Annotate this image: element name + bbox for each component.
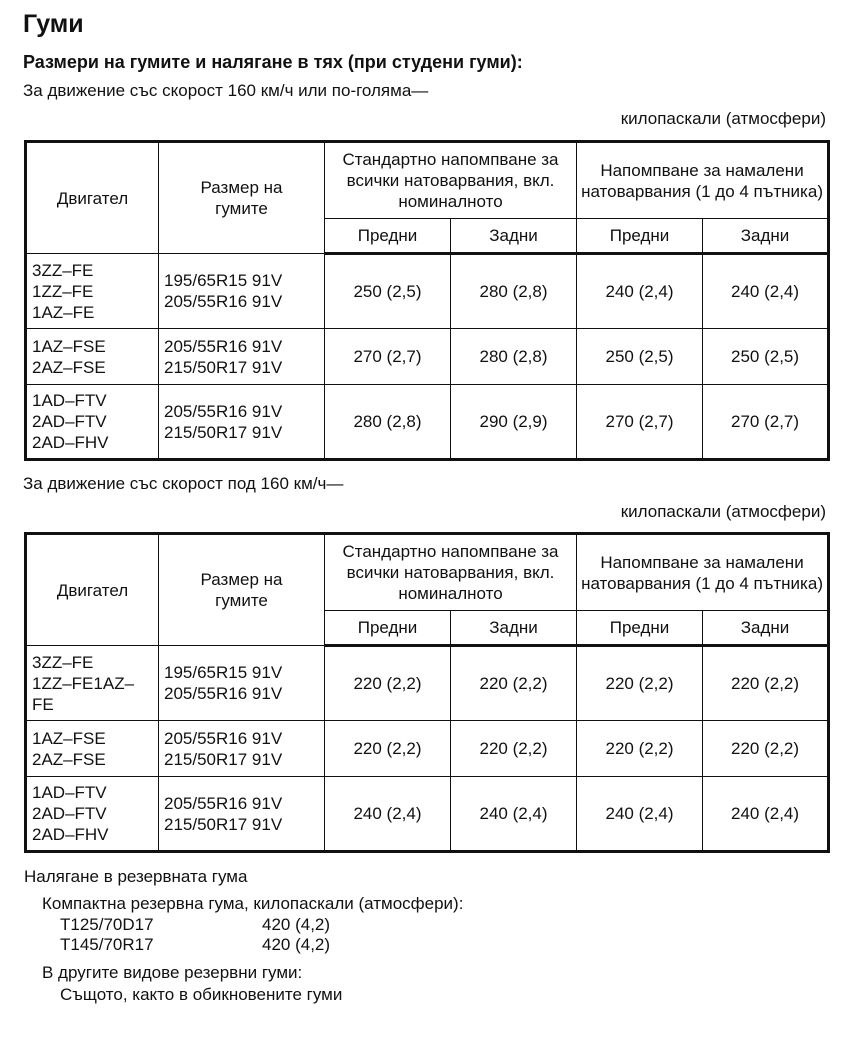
pressure-value: 280 (2,8) — [325, 385, 451, 460]
engine-name: 3ZZ–FE — [32, 652, 94, 672]
engine-name: 2AD–FHV — [32, 825, 109, 844]
header-rear: Задни — [703, 611, 829, 646]
engine-cell — [26, 254, 159, 329]
engine-name: 1ZZ–FE1AZ– — [32, 673, 135, 693]
table-row — [26, 329, 829, 385]
spare-item-value: 420 (4,2) — [262, 935, 331, 954]
table-row — [26, 254, 829, 329]
pressure-table-high-speed — [24, 140, 830, 461]
tire-size: 195/65R15 91V — [164, 663, 283, 682]
header-tire-size: Размер на гумите — [159, 142, 325, 254]
tire-size: 205/55R16 91V — [164, 401, 283, 421]
engine-cell — [26, 777, 159, 852]
spare-other-label: В другите видове резервни гуми: — [42, 963, 303, 982]
tire-size: 205/55R16 91V — [164, 728, 283, 748]
pressure-value: 240 (2,4) — [703, 777, 829, 852]
page-subtitle: Размери на гумите и налягане в тях (при студени гуми): — [23, 52, 523, 72]
pressure-value: 240 (2,4) — [451, 777, 577, 852]
tire-size: 205/55R16 91V — [164, 292, 283, 311]
tire-size: 205/55R16 91V — [164, 336, 283, 356]
tire-size: 215/50R17 91V — [164, 357, 283, 377]
header-reduced-inflation: Напомпване за намалени натоварвания (1 до 4 пътника) — [577, 534, 829, 611]
engine-cell — [26, 329, 159, 385]
pressure-value: 220 (2,2) — [703, 646, 829, 721]
pressure-value: 250 (2,5) — [325, 254, 451, 329]
engine-name: 1AZ–FSE — [32, 728, 106, 748]
tire-size-cell — [159, 254, 325, 329]
pressure-value: 220 (2,2) — [577, 646, 703, 721]
header-reduced-inflation: Напомпване за намалени натоварвания (1 до 4 пътника) — [577, 142, 829, 219]
tire-size-cell — [159, 777, 325, 852]
engine-cell — [26, 646, 159, 721]
engine-name: 1AD–FTV — [32, 783, 107, 802]
tire-size: 205/55R16 91V — [164, 793, 283, 813]
table-row — [26, 385, 829, 460]
engine-name: 1AZ–FE — [32, 302, 95, 322]
section1-heading: За движение със скорост 160 км/ч или по-голяма— — [23, 81, 429, 100]
tire-size: 195/65R15 91V — [164, 271, 283, 290]
header-front: Предни — [325, 611, 451, 646]
section1-units: килопаскали (атмосфери) — [620, 109, 826, 128]
pressure-value: 270 (2,7) — [703, 385, 829, 460]
pressure-value: 290 (2,9) — [451, 385, 577, 460]
engine-cell — [26, 721, 159, 777]
pressure-value: 220 (2,2) — [325, 721, 451, 777]
pressure-value: 240 (2,4) — [577, 777, 703, 852]
tire-size-cell — [159, 385, 325, 460]
pressure-value: 270 (2,7) — [577, 385, 703, 460]
pressure-value: 280 (2,8) — [451, 329, 577, 385]
pressure-value: 270 (2,7) — [325, 329, 451, 385]
page-title: Гуми — [23, 10, 84, 38]
engine-name: 1AD–FTV — [32, 391, 107, 410]
engine-name: 2AZ–FSE — [32, 357, 106, 377]
pressure-value: 220 (2,2) — [451, 721, 577, 777]
tire-size: 215/50R17 91V — [164, 749, 283, 769]
spare-heading: Налягане в резервната гума — [24, 867, 248, 886]
engine-name: 1ZZ–FE — [32, 281, 94, 301]
pressure-table-low-speed — [24, 532, 830, 853]
spare-item-size: T145/70R17 — [60, 935, 154, 954]
engine-name: 1AZ–FSE — [32, 336, 106, 356]
header-rear: Задни — [451, 611, 577, 646]
spare-item-value: 420 (4,2) — [262, 915, 331, 934]
header-standard-inflation: Стандартно напомпване за всички натоварвания, вкл. номиналното — [325, 534, 577, 611]
tire-size: 215/50R17 91V — [164, 814, 283, 834]
pressure-value: 240 (2,4) — [325, 777, 451, 852]
header-rear: Задни — [451, 219, 577, 254]
section2-heading: За движение със скорост под 160 км/ч— — [23, 474, 344, 493]
engine-name: 2AZ–FSE — [32, 749, 106, 769]
header-engine: Двигател — [26, 142, 159, 254]
engine-name: 2AD–FHV — [32, 433, 109, 452]
spare-compact-label: Компактна резервна гума, килопаскали (атмосфери): — [42, 894, 464, 913]
pressure-value: 250 (2,5) — [577, 329, 703, 385]
header-front: Предни — [577, 219, 703, 254]
tire-size-cell — [159, 646, 325, 721]
engine-name: 3ZZ–FE — [32, 260, 94, 280]
header-standard-inflation: Стандартно напомпване за всички натоварвания, вкл. номиналното — [325, 142, 577, 219]
pressure-value: 280 (2,8) — [451, 254, 577, 329]
tire-size-cell — [159, 329, 325, 385]
pressure-value: 250 (2,5) — [703, 329, 829, 385]
pressure-value: 220 (2,2) — [451, 646, 577, 721]
pressure-value: 220 (2,2) — [703, 721, 829, 777]
section2-units: килопаскали (атмосфери) — [620, 502, 826, 521]
engine-name: FE — [32, 694, 54, 714]
table-row — [26, 721, 829, 777]
spare-other-value: Същото, както в обикновените гуми — [60, 985, 343, 1004]
header-engine: Двигател — [26, 534, 159, 646]
spare-item-size: T125/70D17 — [60, 915, 154, 934]
pressure-value: 240 (2,4) — [577, 254, 703, 329]
engine-cell — [26, 385, 159, 460]
engine-name: 2AD–FTV — [32, 804, 107, 823]
pressure-value: 220 (2,2) — [577, 721, 703, 777]
engine-name: 2AD–FTV — [32, 412, 107, 431]
table-row — [26, 646, 829, 721]
tire-size-cell — [159, 721, 325, 777]
pressure-value: 240 (2,4) — [703, 254, 829, 329]
tire-size: 205/55R16 91V — [164, 684, 283, 703]
pressure-value: 220 (2,2) — [325, 646, 451, 721]
table-row — [26, 777, 829, 852]
header-rear: Задни — [703, 219, 829, 254]
header-front: Предни — [577, 611, 703, 646]
tire-size: 215/50R17 91V — [164, 422, 283, 442]
header-tire-size: Размер на гумите — [159, 534, 325, 646]
header-front: Предни — [325, 219, 451, 254]
